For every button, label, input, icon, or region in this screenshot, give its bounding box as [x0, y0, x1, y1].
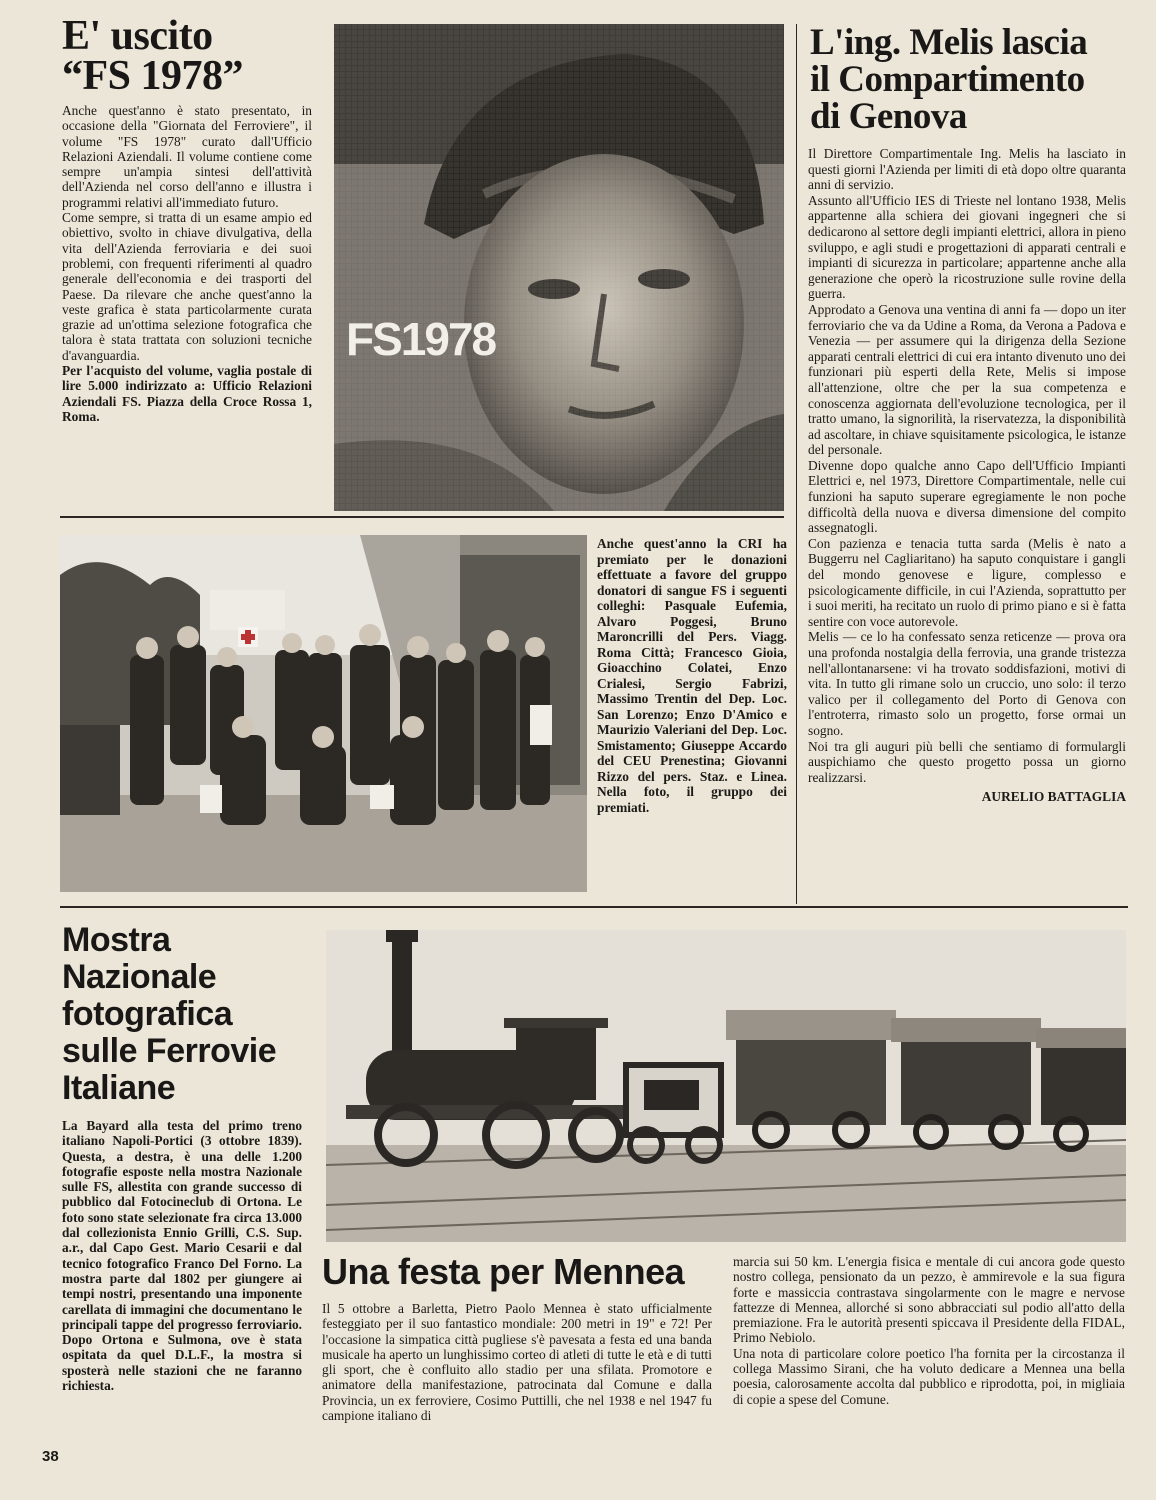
group-of-awarded-donors-image [60, 535, 587, 892]
fs1978-paragraph-1: Anche quest'anno è stato presentato, in occasione della "Giornata del Ferroviere", il volume "FS 1978" curato dall'Ufficio Relazioni Aziendali. Il volume contiene come sempre un'ampia sintesi dell'attività dell'Azienda nel corso dell'anno e illustra i programmi relativi all'immediato futuro. [62, 103, 312, 210]
melis-author: AURELIO BATTAGLIA [981, 789, 1126, 805]
mennea-column-1: Il 5 ottobre a Barletta, Pietro Paolo Mennea è stato ufficialmente festeggiato per il suo fantastico mondiale: 200 metri in 19" e 72! Per l'occasione la simpatica città pugliese s'è pavesata a festa ed una banda musicale ha aperto un lunghissimo corteo di atleti di tutte le età e di tutti gli sport, che è confluito allo stadio per una sfilata. Promotore e animatore della manifestazione, patrocinata dal Comune e dalla Provincia, un ex ferroviere, Cosimo Puttilli, che nel 1938 e nel 1947 fu campione italiano di [322, 1301, 712, 1424]
melis-paragraph-7: Noi tra gli auguri più belli che sentiamo di formulargli auspichiamo che questo progetto possa un giorno realizzarsi. [808, 738, 1126, 785]
mennea-title: Una festa per Mennea [322, 1251, 685, 1292]
mostra-title [62, 922, 322, 1107]
fs1978-title-line1: E' uscito [62, 13, 213, 59]
fs1978-article [62, 103, 312, 424]
fs1978-cover-photo [334, 24, 784, 511]
fs1978-title-line2: “FS 1978” [62, 53, 244, 99]
mennea-paragraph-2b: Una nota di particolare colore poetico l'ha fornita per la circostanza il collega Massimo Sirani, che ha voluto dedicare a Mennea una bella poesia, calorosamente accolta dal pubblico e riprodotta, poi, in migliaia di copie a spese del Comune. [733, 1345, 1125, 1407]
melis-title [810, 24, 1130, 135]
melis-paragraph-3: Approdato a Genova una ventina di anni fa — dopo un iter ferroviario che va da Udine a Roma, da Verona a Padova e Venezia — per assumere qui la dirigenza della Sezione apparati centrali elettrici di cui era intanto divenuto uno dei funzionari più esperti della Rete, Melis si impose all'attenzione, oltre che per la sua competenza e conoscenza aggiornata dell'evoluzione tecnologica, per il tratto umano, la signorilità, la riservatezza, la disponibilità ad ascoltare, in chiave squisitamente psicologica, le istanze del personale. [808, 301, 1126, 458]
melis-title-line3: di Genova [810, 96, 967, 137]
section-divider-top [60, 516, 784, 518]
column-divider [796, 24, 797, 904]
mostra-text: La Bayard alla testa del primo treno italiano Napoli-Portici (3 ottobre 1839). Questa, a destra, è una delle 1.200 fotografie esposte nella mostra Nazionale sulle FS, allestita con grande successo di pubblico dal Fotocineclub di Ortona. Le foto sono state selezionate fra circa 13.000 dal collezionista Ennio Grilli, C.S. Sup. a.r., dal Capo Gest. Mario Cesarii e dal tecnico fotografico Franco Del Forno. La mostra parte dal 1802 per giungere ai tempi nostri, presentando una imponente carellata di immagini che documentano le principali tappe del progresso ferroviario. Dopo Ortona e Sulmona, ove è stata ospitata da quel D.L.F., la mostra si sposterà nelle stazioni che ne faranno richiesta. [62, 1118, 302, 1394]
melis-paragraph-5: Con pazienza e tenacia tutta sarda (Melis è nato a Buggerru nel Cagliaritano) ha saputo conquistare i gangli del mondo genovese e ligure, complesso e psicologicamente difficile, in cui l'Azienda, soprattutto per i suoi meriti, ha recitato un ruolo di primo piano e si è fatta sentire con voce autorevole. [808, 535, 1126, 629]
mostra-title-line5: Italiane [62, 1069, 176, 1107]
melis-paragraph-2: Assunto all'Ufficio IES di Trieste nel lontano 1938, Melis appartenne alla schiera dei giovani ingegneri che si dedicarono al settore degli impianti elettrici, allora in pieno sviluppo, e agli studi e progettazioni di apparati centrali e impianti di sicurezza in particolare; appartenne anche alla generazione che operò la ricostruzione sulle rovine della guerra. [808, 192, 1126, 302]
mostra-title-line3: fotografica [62, 995, 233, 1033]
cri-caption: Anche quest'anno la CRI ha premiato per le donazioni effettuate a favore del gruppo donatori di sangue FS i seguenti colleghi: Pasquale Eufemia, Alvaro Poggesi, Bruno Maroncrilli del Pers. Viagg. Roma Città; Francesco Gioia, Gioacchino Colatei, Enzo Crialesi, Sergio Fabrizi, Massimo Trentin del Dep. Loc. San Lorenzo; Enzo D'Amico e Maurizio Valeriani del Dep. Loc. Smistamento; Giuseppe Accardo del CEU Prenestina; Giovanni Rizzo del pers. Staz. e Linea. Nella foto, il gruppo dei premiati. [597, 536, 787, 815]
cri-group-photo [60, 535, 587, 892]
mennea-paragraph-2a: marcia sui 50 km. L'energia fisica e mentale di cui ancora gode questo nostro collega, pensionato da un pezzo, è ammirevole e la sua figura forte e massiccia contrastava singolarmente con le magre e nervose fattezze di Mennea, allorché si sono abbracciati sul podio all'atto della premiazione. Fra le autorità presenti spiccava il Presidente della FIDAL, Primo Nebiolo. [733, 1254, 1125, 1346]
bayard-locomotive-image [326, 930, 1126, 1242]
melis-paragraph-4: Divenne dopo qualche anno Capo dell'Ufficio Impianti Elettrici e, nel 1973, Direttore Compartimentale, nelle cui funzioni ha saputo superare egregiamente le non poche difficoltà della nuova e diversa dimensione del compito assegnatogli. [808, 457, 1126, 536]
section-divider-bottom [60, 906, 1128, 908]
bayard-train-photo [326, 930, 1126, 1242]
fs1978-purchase-info: Per l'acquisto del volume, vaglia postale di lire 5.000 indirizzato a: Ufficio Relazioni Aziendali FS. Piazza della Croce Rossa 1, Roma. [62, 363, 312, 424]
melis-paragraph-6: Melis — ce lo ha confessato senza reticenze — prova ora una profonda nostalgia della ferrovia, una grande tristezza nell'allontanarsene: vi ha trovato soddisfazioni, motivi di vita. In tutto gli rimane solo un cruccio, uno solo: il terzo valico per il collegamento del Porto di Genova con l'entroterra, rimasto solo un progetto, forse ormai un sogno. [808, 629, 1126, 738]
melis-paragraph-1: Il Direttore Compartimentale Ing. Melis ha lasciato in questi giorni l'Azienda per limiti di età dopo oltre quaranta anni di servizio. [808, 146, 1126, 193]
mennea-column-2 [733, 1254, 1125, 1407]
mostra-title-line1: Mostra [62, 921, 171, 959]
page-number: 38 [42, 1448, 59, 1465]
mostra-title-line4: sulle Ferrovie [62, 1032, 277, 1070]
fs1978-title [62, 13, 322, 99]
melis-title-line2: il Compartimento [810, 59, 1085, 100]
melis-title-line1: L'ing. Melis lascia [810, 22, 1088, 63]
soldier-portrait-image [334, 24, 784, 511]
fs1978-cover-label: FS1978 [346, 313, 496, 365]
mostra-title-line2: Nazionale [62, 958, 217, 996]
melis-article [808, 146, 1126, 805]
fs1978-paragraph-2: Come sempre, si tratta di un esame ampio ed obiettivo, svolto in chiave divulgativa, della vita dell'Azienda ferroviaria e dei suoi problemi, con frequenti riferimenti al quadro generale dell'economia e dei trasporti del Paese. Da rilevare che anche quest'anno la veste grafica è stata particolarmente curata grazie ad un'ottima selezione fotografica che talora è stata trattata con soluzioni tecniche d'avanguardia. [62, 210, 312, 363]
